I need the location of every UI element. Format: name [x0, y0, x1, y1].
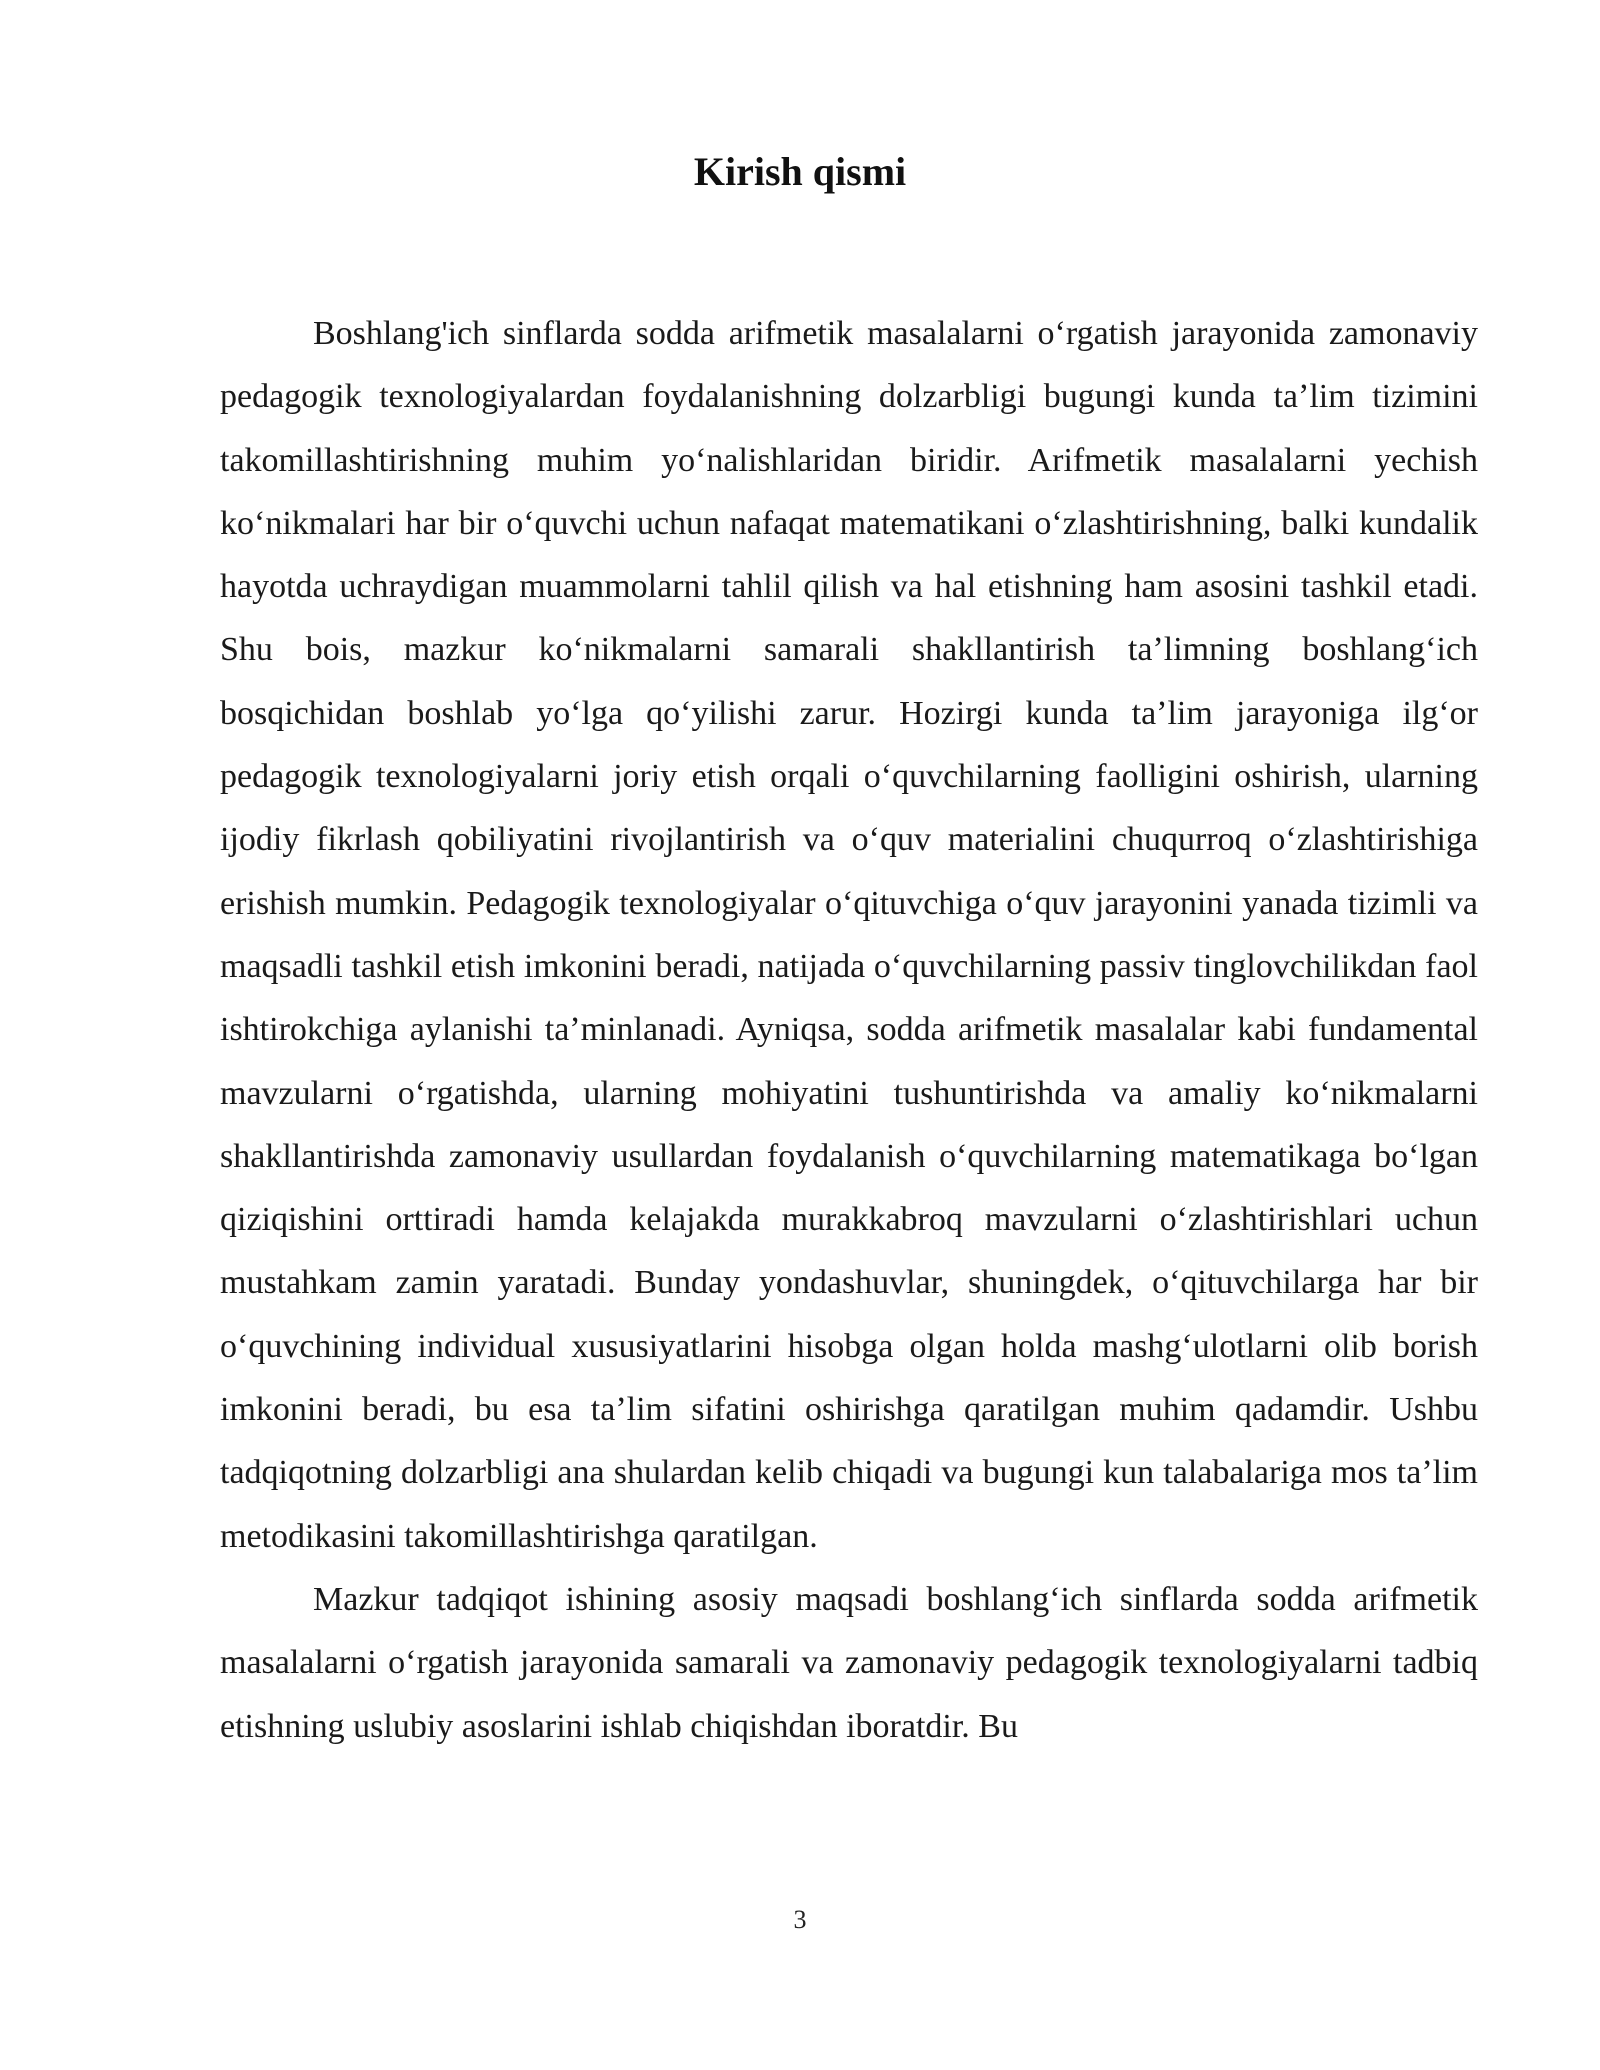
page-title: Kirish qismi: [693, 149, 907, 194]
body-text: [220, 302, 1478, 1758]
page-number: 3: [793, 1905, 807, 1934]
paragraph-relevance: Boshlang'ich sinflarda sodda arifmetik masalalarni oʻrgatish jarayonida zamonaviy pedagogik texnologiyalardan foydalanishning dolzarbligi bugungi kunda taʼlim tizimini takomillashtirishning muhim yoʻnalishlaridan biridir. Arifmetik masalalarni yechish koʻnikmalari har bir oʻquvchi uchun nafaqat matematikani oʻzlashtirishning, balki kundalik hayotda uchraydigan muammolarni tahlil qilish va hal etishning ham asosini tashkil etadi. Shu bois, mazkur koʻnikmalarni samarali shakllantirish taʼlimning boshlangʻich bosqichidan boshlab yoʻlga qoʻyilishi zarur. Hozirgi kunda taʼlim jarayoniga ilgʻor pedagogik texnologiyalarni joriy etish orqali oʻquvchilarning faolligini oshirish, ularning ijodiy fikrlash qobiliyatini rivojlantirish va oʻquv materialini chuqurroq oʻzlashtirishiga erishish mumkin. Pedagogik texnologiyalar oʻqituvchiga oʻquv jarayonini yanada tizimli va maqsadli tashkil etish imkonini beradi, natijada oʻquvchilarning passiv tinglovchilikdan faol ishtirokchiga aylanishi taʼminlanadi. Ayniqsa, sodda arifmetik masalalar kabi fundamental mavzularni oʻrgatishda, ularning mohiyatini tushuntirishda va amaliy koʻnikmalarni shakllantirishda zamonaviy usullardan foydalanish oʻquvchilarning matematikaga boʻlgan qiziqishini orttiradi hamda kelajakda murakkabroq mavzularni oʻzlashtirishlari uchun mustahkam zamin yaratadi. Bunday yondashuvlar, shuningdek, oʻqituvchilarga har bir oʻquvchining individual xususiyatlarini hisobga olgan holda mashgʻulotlarni olib borish imkonini beradi, bu esa taʼlim sifatini oshirishga qaratilgan muhim qadamdir. Ushbu tadqiqotning dolzarbligi ana shulardan kelib chiqadi va bugungi kun talabalariga mos taʼlim metodikasini takomillashtirishga qaratilgan.: [220, 315, 1478, 1555]
paragraph-research-aim: Mazkur tadqiqot ishining asosiy maqsadi boshlangʻich sinflarda sodda arifmetik masalalarni oʻrgatish jarayonida samarali va zamonaviy pedagogik texnologiyalarni tadbiq etishning uslubiy asoslarini ishlab chiqishdan iboratdir. Bu: [220, 1580, 1478, 1745]
